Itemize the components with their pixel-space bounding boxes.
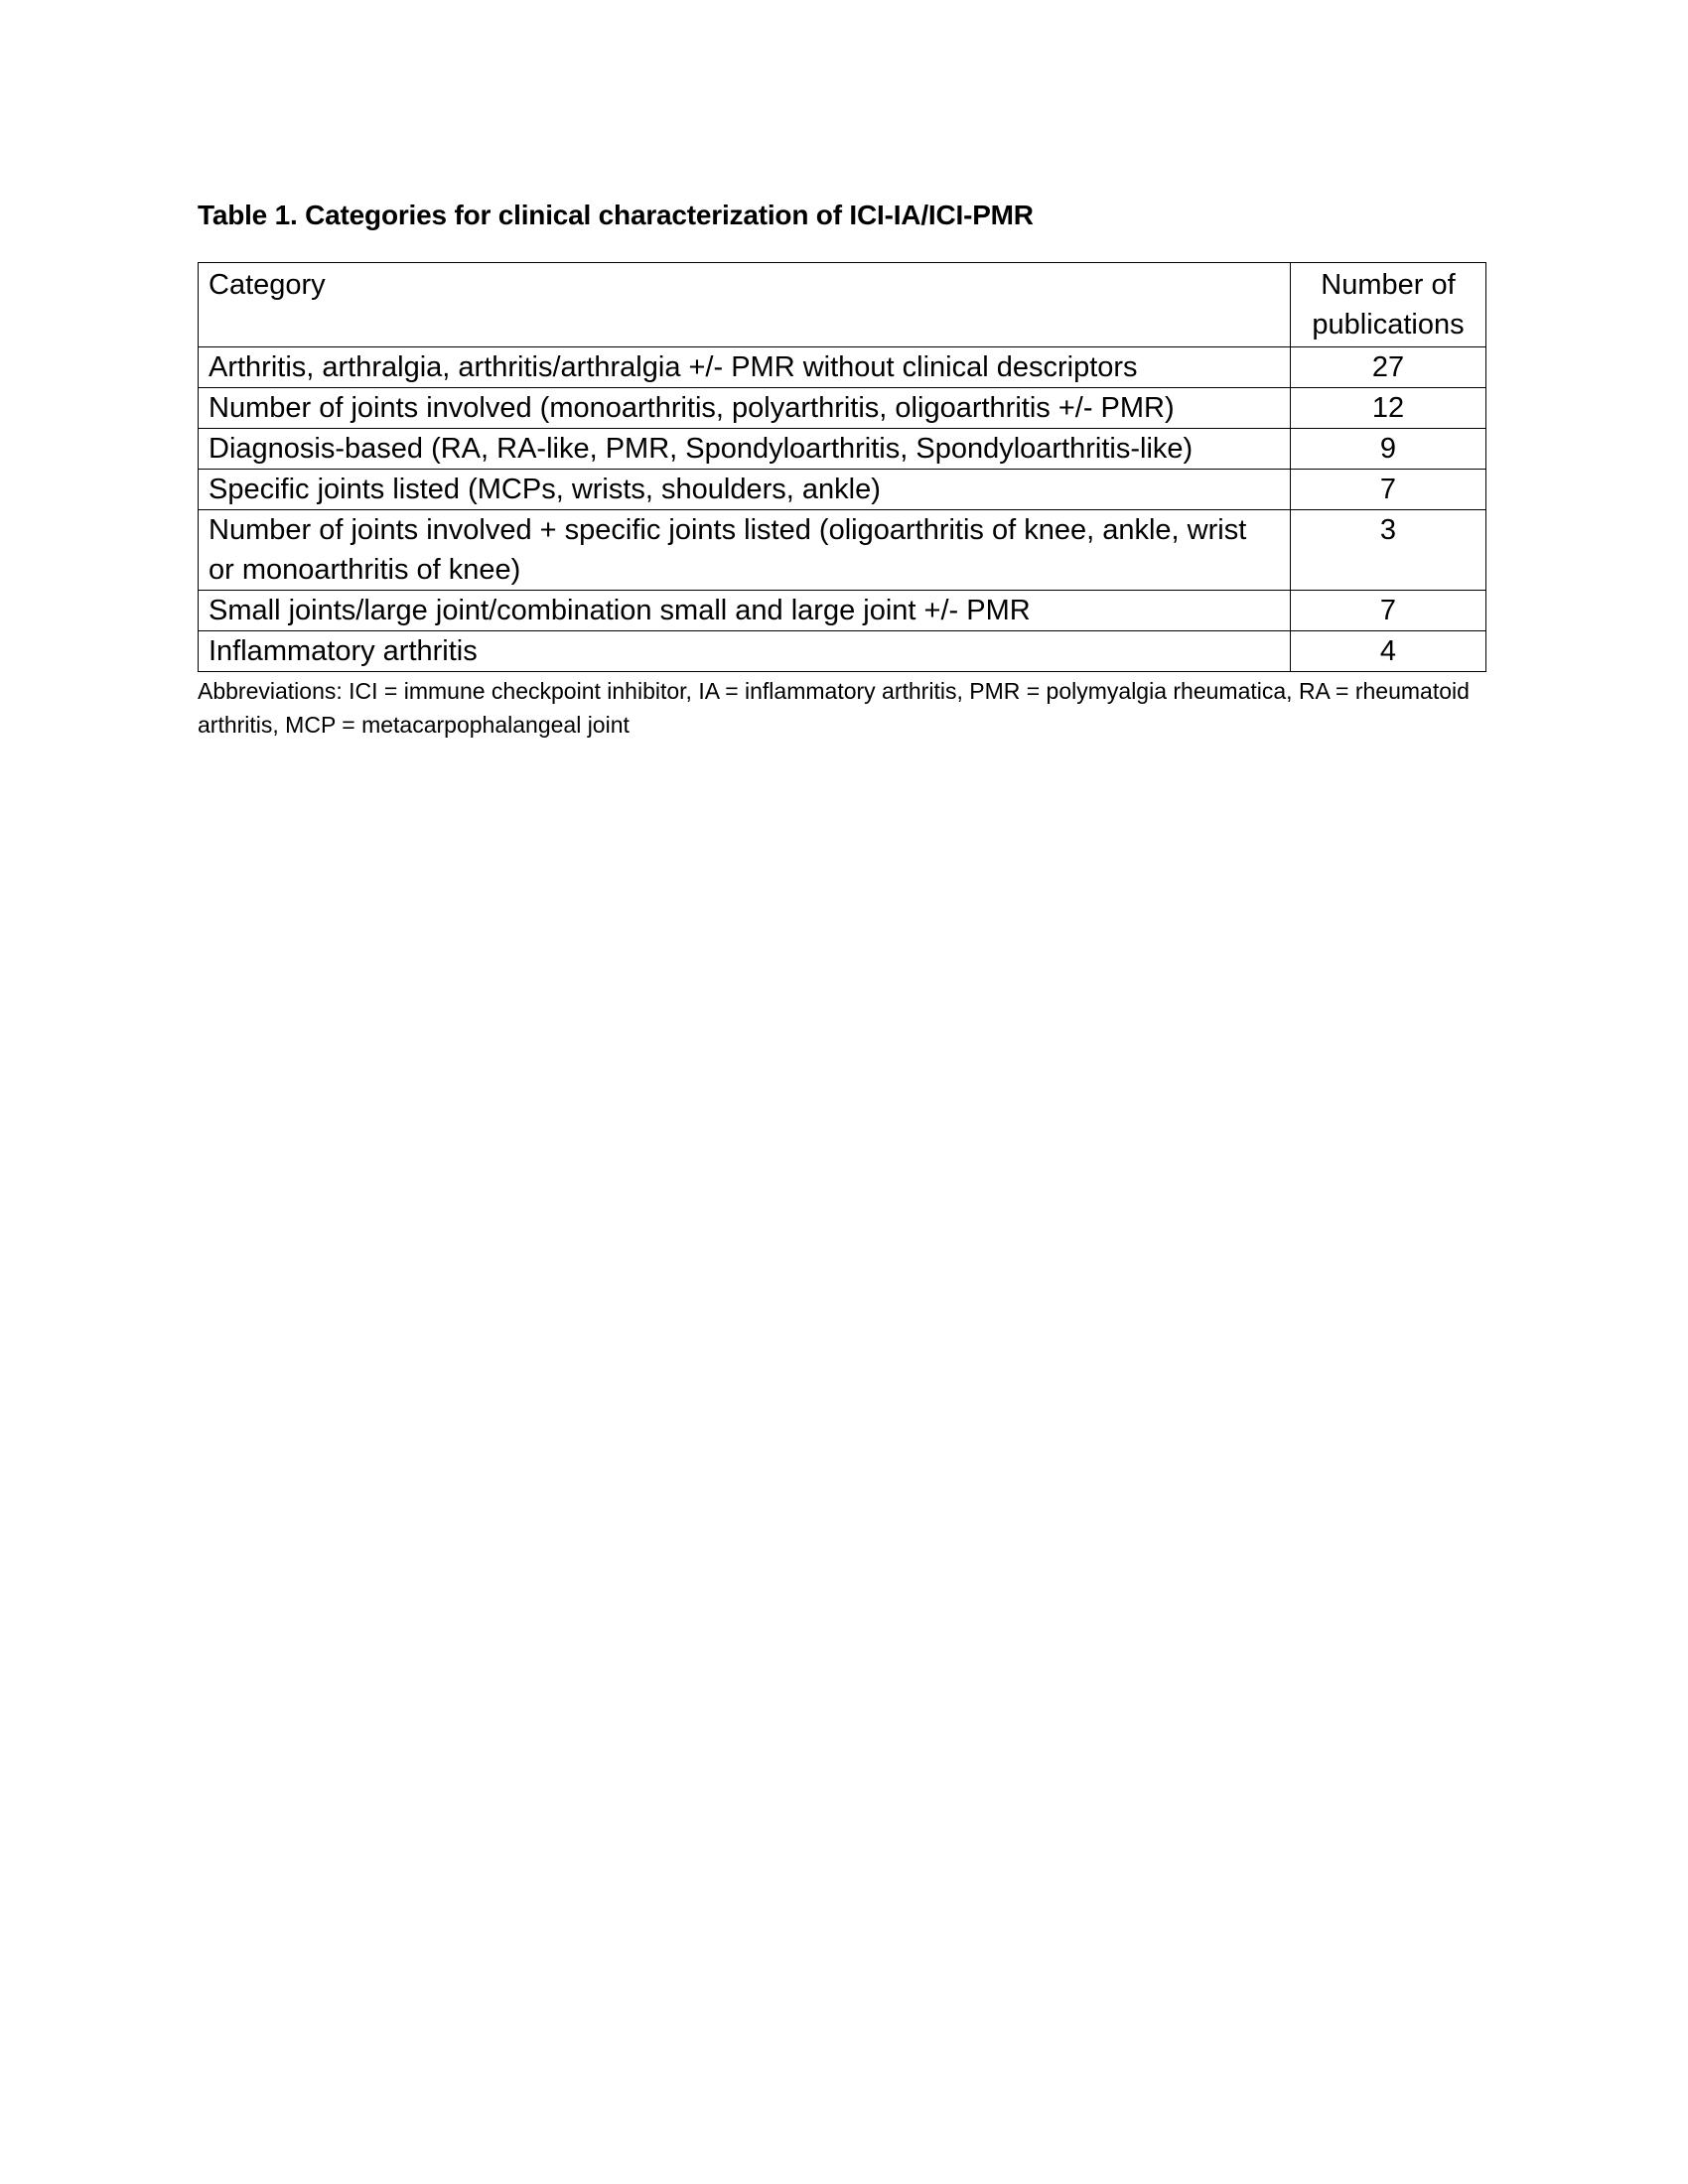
row-count: 7 [1291, 591, 1486, 631]
table-row [199, 510, 1486, 591]
table-row [199, 470, 1486, 510]
row-category: Number of joints involved + specific joints listed (oligoarthritis of knee, ankle, wrist or monoarthritis of knee) [199, 510, 1291, 591]
row-category: Specific joints listed (MCPs, wrists, shoulders, ankle) [199, 470, 1291, 510]
header-row [199, 263, 1486, 347]
header-number-of-publications: Number of publications [1291, 263, 1486, 347]
row-category: Arthritis, arthralgia, arthritis/arthralgia +/- PMR without clinical descriptors [199, 347, 1291, 388]
row-category: Small joints/large joint/combination small and large joint +/- PMR [199, 591, 1291, 631]
table-footnote: Abbreviations: ICI = immune checkpoint inhibitor, IA = inflammatory arthritis, PMR = polymyalgia rheumatica, RA = rheumatoid arthritis, MCP = metacarpophalangeal joint [198, 678, 1470, 738]
row-category: Number of joints involved (monoarthritis, polyarthritis, oligoarthritis +/- PMR) [199, 388, 1291, 429]
table-row [199, 388, 1486, 429]
table-row [199, 591, 1486, 631]
table-row [199, 347, 1486, 388]
table-section [198, 199, 1485, 742]
table-row [199, 429, 1486, 470]
row-count: 12 [1291, 388, 1486, 429]
categories-table [198, 262, 1486, 672]
row-count: 3 [1291, 510, 1486, 591]
header-category: Category [199, 263, 1291, 347]
row-count: 4 [1291, 631, 1486, 672]
row-category: Diagnosis-based (RA, RA-like, PMR, Spondyloarthritis, Spondyloarthritis-like) [199, 429, 1291, 470]
table-title: Table 1. Categories for clinical characterization of ICI-IA/ICI-PMR [198, 200, 1034, 230]
table-row [199, 631, 1486, 672]
row-count: 7 [1291, 470, 1486, 510]
row-count: 27 [1291, 347, 1486, 388]
row-count: 9 [1291, 429, 1486, 470]
row-category: Inflammatory arthritis [199, 631, 1291, 672]
